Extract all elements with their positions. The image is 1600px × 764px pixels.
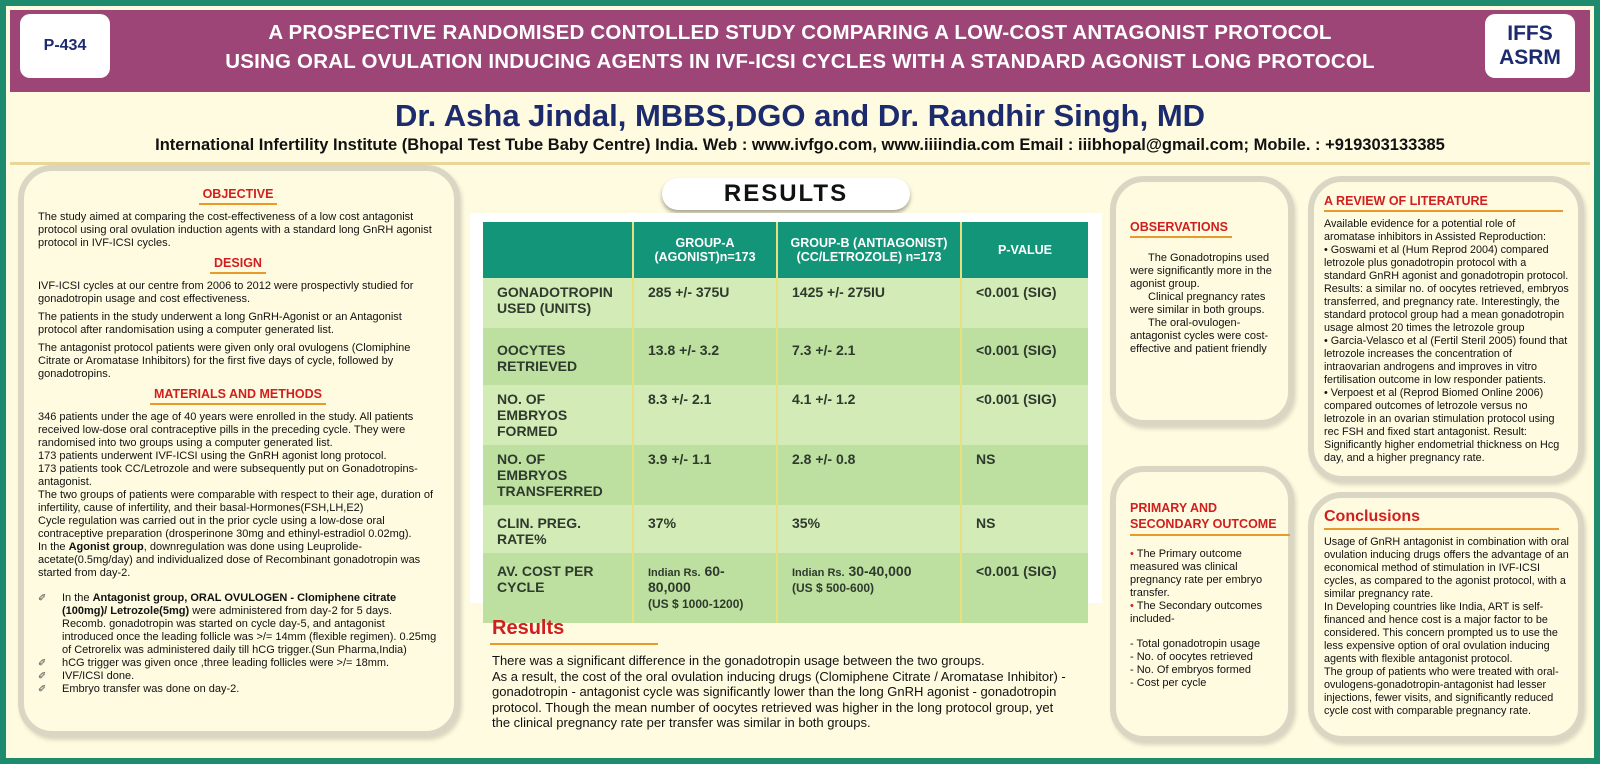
p-value: NS bbox=[961, 445, 1088, 505]
results-p1: There was a significant difference in the gonadotropin usage between the two groups. bbox=[492, 653, 985, 668]
literature-item-3: • Verpoest et al (Reprod Biomed Online 2006) compared outcomes of letrozole versus no letrozole in an ovarian stimulation protocol using rec FSH and fixed start antagonist. Result: Significantly higher endometrial thickness on Hcg day, and a higher pregnancy rate. bbox=[1324, 387, 1560, 464]
list-item: - No. of oocytes retrieved bbox=[1130, 651, 1253, 663]
list-item: - Cost per cycle bbox=[1130, 677, 1207, 689]
title-banner bbox=[10, 10, 1590, 92]
design-p1: IVF-ICSI cycles at our centre from 2006 to 2012 were prospectivly studied for gonadotropin usage and cost effectiveness. bbox=[38, 280, 414, 305]
row-label: CLIN. PREG. RATE% bbox=[483, 505, 633, 553]
p-value: <0.001 (SIG) bbox=[961, 278, 1088, 328]
authors: Dr. Asha Jindal, MBBS,DGO and Dr. Randhir Singh, MD bbox=[394, 98, 1206, 133]
group-b-value: 2.8 +/- 0.8 bbox=[777, 445, 961, 505]
literature-heading: A REVIEW OF LITERATURE bbox=[1324, 194, 1563, 212]
observations-p2: Clinical pregnancy rates were similar in both groups. bbox=[1130, 291, 1266, 316]
outcome-list bbox=[1130, 638, 1290, 690]
table-row bbox=[483, 445, 1088, 505]
results-heading-underline bbox=[490, 643, 658, 645]
methods-heading: MATERIALS AND METHODS bbox=[150, 387, 326, 405]
results-p2: As a result, the cost of the oral ovulation inducing drugs (Clomiphene Citrate / Aromatase Inhibitor) - gonadotropin - antagonist cycle was significantly lower than the long GnRH agonist - gonadotropin protocol. Though the mean number of oocytes retrieved was higher in the long protocol group, yet the clinical pregnancy rate per transfer was similar in both groups. bbox=[492, 668, 1066, 730]
list-item: - No. Of embryos formed bbox=[1130, 664, 1252, 676]
affiliation: International Infertility Institute (Bhopal Test Tube Baby Centre) India. Web : www.ivfgo.com, www.iiiindia.com Email : iiibhopal@gmail.com; Mobile. : +919303133385 bbox=[155, 136, 1445, 154]
methods-bullet-hcg: ✐ hCG trigger was given once ,three leading follicles were >/= 18mm. bbox=[38, 657, 390, 669]
outcome-heading: PRIMARY AND SECONDARY OUTCOME bbox=[1130, 500, 1290, 536]
group-b-value: 35% bbox=[777, 505, 961, 553]
objective-text: The study aimed at comparing the cost-effectiveness of a low cost antagonist protocol using oral ovulation induction agents with a standard long GnRH agonist protocol in IVF-ICSI cycles. bbox=[38, 211, 432, 249]
design-p3: The antagonist protocol patients were given only oral ovulogens (Clomiphine Citrate or Aromatase Inhibitors) for the first five days of cycle, followed by gonadotropins. bbox=[38, 342, 411, 380]
badge-line-2: ASRM bbox=[1499, 46, 1561, 69]
group-a-value: Indian Rs. 60-80,000 (US $ 1000-1200) bbox=[633, 553, 777, 623]
group-b-value: 4.1 +/- 1.2 bbox=[777, 385, 961, 445]
left-panel bbox=[18, 165, 460, 737]
row-label: OOCYTES RETRIEVED bbox=[483, 328, 633, 385]
group-a-value: 285 +/- 375U bbox=[633, 278, 777, 328]
group-a-value: 3.9 +/- 1.1 bbox=[633, 445, 777, 505]
table-row bbox=[483, 385, 1088, 445]
table-row bbox=[483, 505, 1088, 553]
group-b-value: Indian Rs. 30-40,000 (US $ 500-600) bbox=[777, 553, 961, 623]
table-header: GROUP-A (AGONIST)n=173 bbox=[633, 222, 777, 278]
pencil-icon: ✐ bbox=[38, 593, 47, 604]
results-table-box bbox=[470, 213, 1102, 611]
group-a-value: 13.8 +/- 3.2 bbox=[633, 328, 777, 385]
outcome-panel bbox=[1110, 466, 1294, 742]
conclusions-underline bbox=[1324, 528, 1559, 530]
objective-heading: OBJECTIVE bbox=[199, 187, 278, 205]
table-header: GROUP-B (ANTIAGONIST) (CC/LETROZOLE) n=173 bbox=[777, 222, 961, 278]
p-value: <0.001 (SIG) bbox=[961, 385, 1088, 445]
outcome-p2: • The Secondary outcomes included- bbox=[1130, 600, 1263, 625]
conclusions-p3: The group of patients who were treated with oral-ovulogens-gonadotropin-antagonist had lesser injections, fewer visits, and significantly reduced cycle cost with comparable pregnancy rate. bbox=[1324, 666, 1559, 717]
results-banner: RESULTS bbox=[662, 178, 910, 210]
group-a-value: 8.3 +/- 2.1 bbox=[633, 385, 777, 445]
methods-l4: The two groups of patients were comparable with respect to their age, duration of infertility, cause of infertility, and their basal-Hormones(FSH,LH,E2) bbox=[38, 489, 433, 514]
table-row bbox=[483, 553, 1088, 623]
methods-bullet-transfer: ✐ Embryo transfer was done on day-2. bbox=[38, 683, 240, 695]
literature-item-2: • Garcia-Velasco et al (Fertil Steril 2005) found that letrozole increases the concentration of intraovarian androgens and improves in vitro fertilisation outcome in low responder patients. bbox=[1324, 335, 1568, 386]
pencil-icon: ✐ bbox=[38, 658, 47, 669]
methods-agonist: In the Agonist group, downregulation was done using Leuprolide-acetate(0.5mg/day) and individualized dose of Recombinant gonadotropin was started from day-2. bbox=[38, 541, 421, 579]
group-b-value: 1425 +/- 275IU bbox=[777, 278, 961, 328]
poster-title bbox=[120, 18, 1480, 76]
conclusions-heading: Conclusions bbox=[1324, 508, 1421, 525]
results-heading: Results bbox=[492, 617, 565, 639]
table-header bbox=[483, 222, 633, 278]
p-value: <0.001 (SIG) bbox=[961, 553, 1088, 623]
title-line-1: A PROSPECTIVE RANDOMISED CONTOLLED STUDY COMPARING A LOW-COST ANTAGONIST PROTOCOL bbox=[268, 21, 1332, 44]
literature-item-1: • Goswami et al (Hum Reprod 2004) compared letrozole plus gonadotropin protocol with a standard GnRH agonist and gonadotropin protocol. Results: a similar no. of oocytes retrieved, embryos transferred, and pregnancy rate. Interestingly, the standard protocol group had a mean gonadotropin usage almost 20 times the letrozole group bbox=[1324, 244, 1569, 334]
pencil-icon: ✐ bbox=[38, 684, 47, 695]
list-item: - Total gonadotropin usage bbox=[1130, 638, 1261, 650]
design-heading: DESIGN bbox=[210, 256, 266, 274]
conclusions-p2: In Developing countries like India, ART is self-financed and hence cost is a major factor to be considered. This concern prompted us to use the less expensive option of oral ovulation inducing agents with flexible antagonist protocol. bbox=[1324, 601, 1558, 665]
row-label: NO. OF EMBRYOS TRANSFERRED bbox=[483, 445, 633, 505]
results-table bbox=[483, 222, 1088, 623]
methods-l2: 173 patients underwent IVF-ICSI using the GnRH agonist long protocol. bbox=[38, 450, 387, 462]
observations-panel bbox=[1110, 176, 1294, 426]
methods-bullet-antagonist: ✐ In the Antagonist group, ORAL OVULOGEN - Clomiphene citrate (100mg)/ Letrozole(5mg) were administered from day-2 for 5 days. Recomb. gonadotropin was started on cycle day-5, and antagonist introduced once the leading follicle was >/= 14mm (flexible regimen). 0.25mg of Cetrorelix was administered daily till hCG trigger.(Sun Pharma,India) bbox=[38, 592, 437, 656]
conclusions-panel bbox=[1308, 492, 1584, 742]
literature-panel bbox=[1308, 176, 1584, 482]
row-label: AV. COST PER CYCLE bbox=[483, 553, 633, 623]
poster-id-badge: P-434 bbox=[20, 14, 110, 78]
observations-p3: The oral-ovulogen-antagonist cycles were cost-effective and patient friendly bbox=[1130, 317, 1269, 355]
group-a-value: 37% bbox=[633, 505, 777, 553]
table-header: P-VALUE bbox=[961, 222, 1088, 278]
observations-p1: The Gonadotropins used were significantly more in the agonist group. bbox=[1130, 252, 1272, 290]
methods-l5: Cycle regulation was carried out in the prior cycle using a low-dose oral contraceptive preparation (drosperinone 30mg and ethinyl-estradiol 0.02mg). bbox=[38, 515, 412, 540]
p-value: NS bbox=[961, 505, 1088, 553]
observations-heading: OBSERVATIONS bbox=[1130, 220, 1232, 238]
row-label: NO. OF EMBRYOS FORMED bbox=[483, 385, 633, 445]
methods-bullet-ivf: ✐ IVF/ICSI done. bbox=[38, 670, 135, 682]
title-line-2: USING ORAL OVULATION INDUCING AGENTS IN IVF-ICSI CYCLES WITH A STANDARD AGONIST LONG PROTOCOL bbox=[225, 50, 1375, 73]
society-badge bbox=[1485, 14, 1575, 78]
table-row bbox=[483, 328, 1088, 385]
p-value: <0.001 (SIG) bbox=[961, 328, 1088, 385]
badge-line-1: IFFS bbox=[1507, 22, 1553, 45]
conclusions-p1: Usage of GnRH antagonist in combination with oral ovulation inducing drugs offers the advantage of an economical method of stimulation in IVF-ICSI cycles, as compared to the agonist protocol, with a similar pregnancy rate. bbox=[1324, 536, 1569, 600]
row-label: GONADOTROPIN USED (UNITS) bbox=[483, 278, 633, 328]
methods-l1: 346 patients under the age of 40 years were enrolled in the study. All patients received low-dose oral contraceptive pills in the preceding cycle. They were randomised into two groups using a computer generated list. bbox=[38, 411, 414, 449]
literature-intro: Available evidence for a potential role of aromatase inhibitors in Assisted Reproduction: bbox=[1324, 218, 1547, 243]
methods-l3: 173 patients took CC/Letrozole and were subsequently put on Gonadotropins-antagonist. bbox=[38, 463, 418, 488]
table-row bbox=[483, 278, 1088, 328]
group-b-value: 7.3 +/- 2.1 bbox=[777, 328, 961, 385]
table-header-row bbox=[483, 222, 1088, 278]
results-text bbox=[492, 653, 1072, 731]
design-p2: The patients in the study underwent a long GnRH-Agonist or an Antagonist protocol after randomisation using a computer generated list. bbox=[38, 311, 402, 336]
outcome-p1: • The Primary outcome measured was clinical pregnancy rate per embryo transfer. bbox=[1130, 548, 1263, 599]
pencil-icon: ✐ bbox=[38, 671, 47, 682]
